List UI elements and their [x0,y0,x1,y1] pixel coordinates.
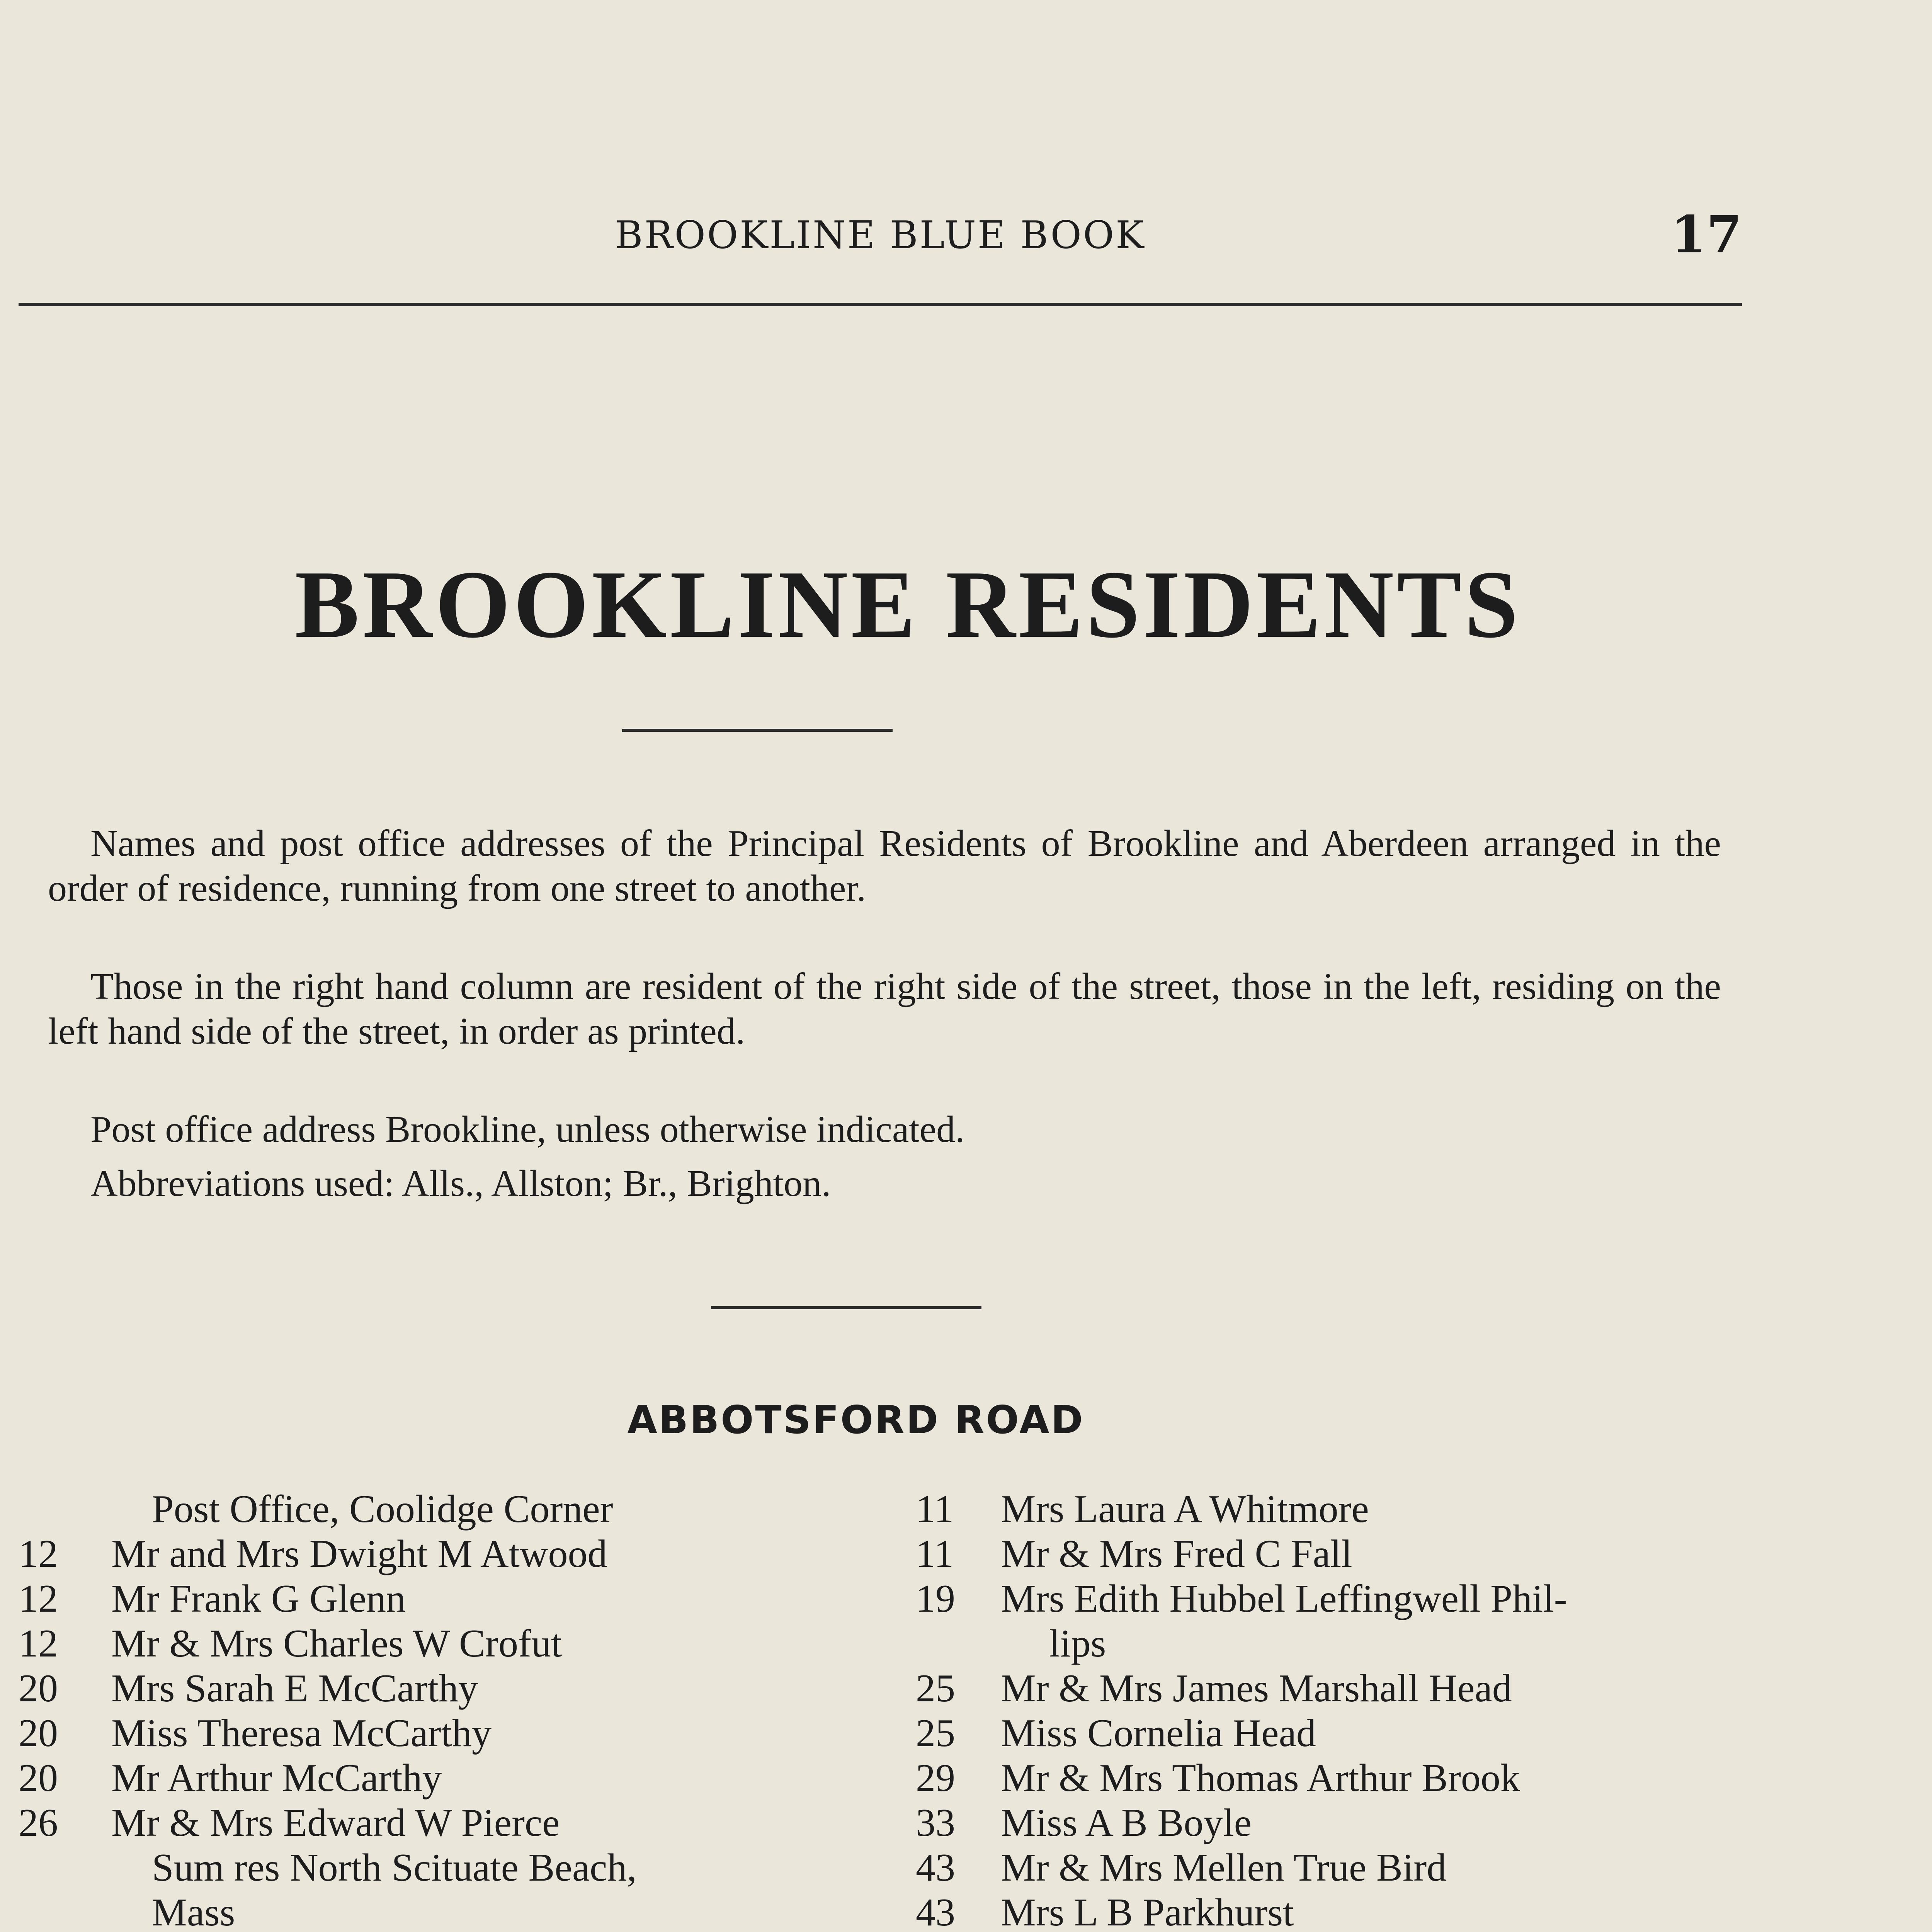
house-number: 43 [916,1846,955,1889]
resident-name: Sum res North Scituate Beach, [152,1846,637,1889]
resident-name: Mr & Mrs Fred C Fall [1001,1532,1352,1576]
resident-row [916,1890,1766,1932]
house-number: 12 [19,1577,58,1621]
resident-name: Mrs Edith Hubbel Leffingwell Phil- [1001,1577,1567,1621]
resident-name: Mr & Mrs Edward W Pierce [111,1801,560,1845]
resident-row [19,1711,861,1756]
house-number: 26 [19,1801,58,1845]
resident-row [916,1845,1766,1890]
resident-name: Mr Arthur McCarthy [111,1756,442,1800]
resident-row [19,1577,861,1621]
resident-row [916,1621,1766,1666]
house-number: 20 [19,1756,58,1800]
resident-row [916,1487,1766,1532]
resident-name: Mr & Mrs Mellen True Bird [1001,1846,1447,1889]
resident-name: lips [1049,1622,1106,1665]
header-rule [19,303,1742,306]
resident-name: Mrs Laura A Whitmore [1001,1487,1369,1531]
resident-row [19,1801,861,1845]
house-number: 29 [916,1756,955,1800]
house-number: 25 [916,1711,955,1755]
house-number: 20 [19,1667,58,1710]
resident-name: Mass [152,1891,235,1932]
page-title: BROOKLINE RESIDENTS [295,551,1521,658]
resident-row [916,1577,1766,1621]
resident-name: Mr and Mrs Dwight M Atwood [111,1532,607,1576]
resident-row [916,1532,1766,1577]
house-number: 25 [916,1667,955,1710]
resident-row [916,1711,1766,1756]
house-number: 43 [916,1891,955,1932]
resident-name: Mrs L B Parkhurst [1001,1891,1294,1932]
resident-name: Miss Theresa McCarthy [111,1711,492,1755]
house-number: 11 [916,1532,954,1576]
intro-paragraph: Post office address Brookline, unless otherwise indicated. [90,1109,965,1150]
resident-name: Miss Cornelia Head [1001,1711,1316,1755]
resident-row [19,1890,861,1932]
resident-name: Mr & Mrs Charles W Crofut [111,1622,562,1665]
resident-row [19,1621,861,1666]
intro-paragraph: Those in the right hand column are resident of the right side of the street, those in the left, residing on the left hand side of the street, in order as printed. [48,966,1721,1052]
resident-name: Mrs Sarah E McCarthy [111,1667,478,1710]
resident-name: Mr Frank G Glenn [111,1577,406,1621]
house-number: 33 [916,1801,955,1845]
intro-paragraph: Names and post office addresses of the Principal Residents of Brookline and Aberdeen arranged in the order of residence, running from one street to another. [48,823,1721,909]
house-number: 12 [19,1622,58,1665]
resident-row [19,1532,861,1577]
resident-name: Mr & Mrs Thomas Arthur Brook [1001,1756,1520,1800]
street-heading: ABBOTSFORD ROAD [627,1397,1085,1442]
section-rule [711,1306,981,1309]
house-number: 11 [916,1487,954,1531]
resident-name: Post Office, Coolidge Corner [152,1487,613,1531]
running-head [19,205,1742,270]
resident-row [19,1756,861,1801]
resident-row [916,1666,1766,1711]
resident-name: Miss A B Boyle [1001,1801,1252,1845]
page-number: 17 [1671,205,1742,265]
left-side-residents [19,1487,861,1932]
resident-row [916,1801,1766,1845]
resident-row [19,1666,861,1711]
resident-row [19,1845,861,1890]
house-number: 20 [19,1711,58,1755]
resident-name: Mr & Mrs James Marshall Head [1001,1667,1512,1710]
house-number: 12 [19,1532,58,1576]
running-title: BROOKLINE BLUE BOOK [615,213,1146,257]
right-side-residents [916,1487,1766,1932]
intro-paragraph: Abbreviations used: Alls., Allston; Br., Brighton. [90,1163,831,1204]
house-number: 19 [916,1577,955,1621]
title-rule [622,729,893,732]
resident-row [19,1487,861,1532]
resident-row [916,1756,1766,1801]
